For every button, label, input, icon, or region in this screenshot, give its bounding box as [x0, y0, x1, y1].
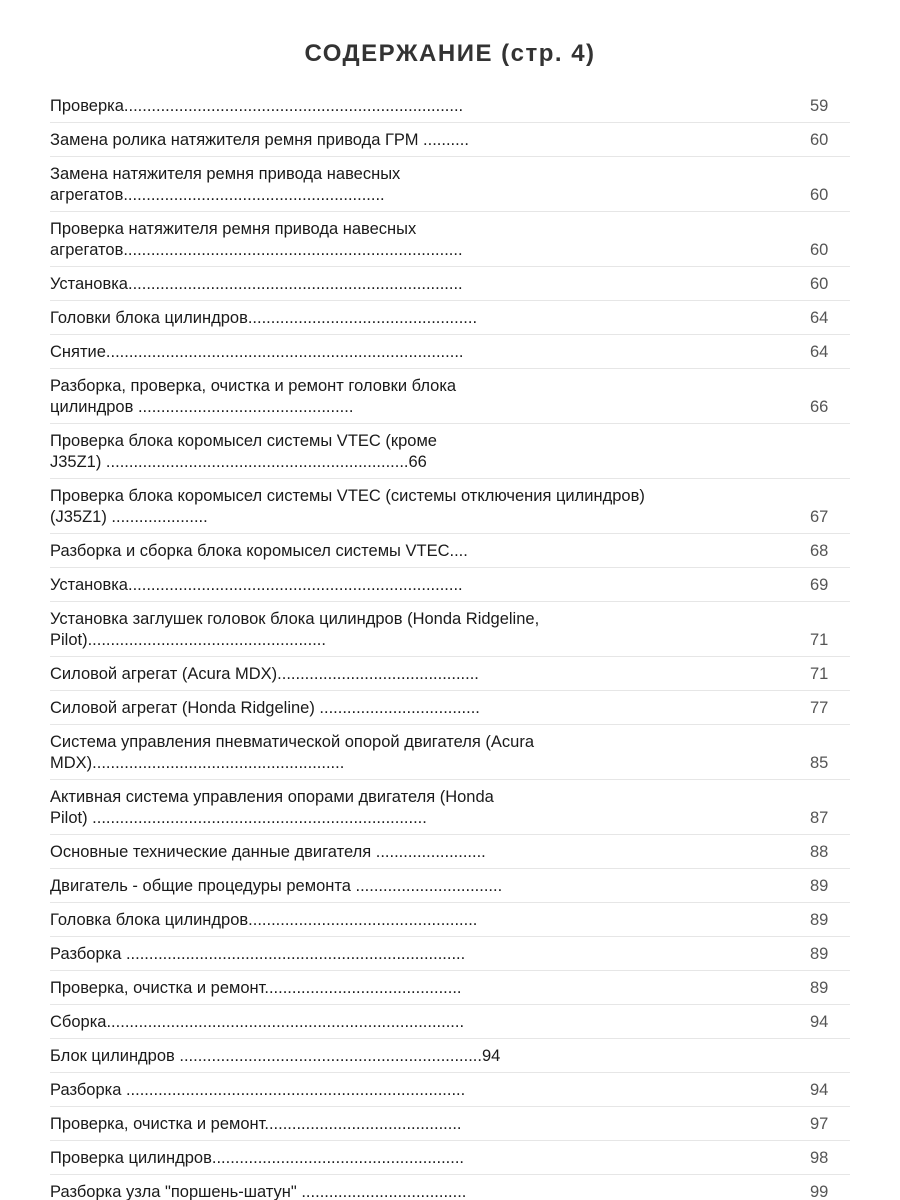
- toc-entry-page-number: 68: [810, 542, 829, 560]
- toc-entry[interactable]: [50, 1005, 850, 1039]
- toc-entry-title: Проверка, очистка и ремонт...........................................: [50, 1115, 462, 1133]
- toc-entry-title: Силовой агрегат (Acura MDX)............................................: [50, 665, 479, 683]
- toc-entry-page-number: 66: [810, 398, 829, 416]
- toc-entry[interactable]: [50, 212, 850, 267]
- page-title: СОДЕРЖАНИЕ (стр. 4): [304, 40, 596, 67]
- toc-entry[interactable]: [50, 424, 850, 479]
- toc-entry-title: Активная система управления опорами двигателя (Honda Pilot) .........................................................................: [50, 788, 494, 827]
- toc-entry[interactable]: [50, 903, 850, 937]
- toc-entry[interactable]: [50, 835, 850, 869]
- toc-entry[interactable]: [50, 534, 850, 568]
- toc-entry[interactable]: [50, 267, 850, 301]
- toc-entry-title: Основные технические данные двигателя ........................: [50, 843, 486, 861]
- toc-entry[interactable]: [50, 335, 850, 369]
- toc-entry-page-number: 77: [810, 699, 829, 717]
- toc-entry-title: Головки блока цилиндров..................................................: [50, 309, 478, 327]
- toc-entry[interactable]: [50, 937, 850, 971]
- toc-entry-page-number: 94: [810, 1013, 829, 1031]
- toc-entry[interactable]: [50, 123, 850, 157]
- toc-entry-title: Установка.........................................................................: [50, 576, 463, 594]
- toc-entry-page-number: 64: [810, 309, 829, 327]
- toc-entry-title: Проверка блока коромысел системы VTEC (кроме J35Z1) ..................................................................66: [50, 432, 437, 471]
- toc-entry-title: Установка заглушек головок блока цилиндров (Honda Ridgeline, Pilot)....................................................: [50, 610, 540, 649]
- toc-entry-page-number: 60: [810, 186, 829, 204]
- toc-entry[interactable]: [50, 780, 850, 835]
- toc-entry-title: Замена натяжителя ремня привода навесных агрегатов.........................................................: [50, 165, 401, 204]
- toc-entry[interactable]: [50, 725, 850, 780]
- toc-entry[interactable]: [50, 869, 850, 903]
- toc-entry-page-number: 87: [810, 809, 829, 827]
- toc-entry-page-number: 64: [810, 343, 829, 361]
- toc-entry-page-number: 71: [810, 631, 829, 649]
- toc-entry-page-number: 69: [810, 576, 829, 594]
- toc-entry-page-number: 60: [810, 131, 829, 149]
- toc-entry-title: Блок цилиндров ..................................................................94: [50, 1047, 501, 1065]
- toc-entry[interactable]: [50, 1073, 850, 1107]
- toc-entry-title: Проверка блока коромысел системы VTEC (системы отключения цилиндров) (J35Z1) .....................: [50, 487, 645, 526]
- toc-entry-page-number: 97: [810, 1115, 829, 1133]
- toc-entry-page-number: 88: [810, 843, 829, 861]
- toc-entry-title: Разборка, проверка, очистка и ремонт головки блока цилиндров ...............................................: [50, 377, 457, 416]
- toc-entry-title: Проверка натяжителя ремня привода навесных агрегатов..........................................................................: [50, 220, 463, 259]
- toc-entry-page-number: 59: [810, 97, 829, 115]
- toc-entry-page-number: 67: [810, 508, 829, 526]
- toc-entry[interactable]: [50, 657, 850, 691]
- toc-entry-title: Установка.........................................................................: [50, 275, 463, 293]
- toc-entry-title: Проверка..........................................................................: [50, 97, 464, 115]
- toc-entry-title: Головка блока цилиндров..................................................: [50, 911, 478, 929]
- toc-entry-title: Система управления пневматической опорой двигателя (Acura MDX).......................................................: [50, 733, 535, 772]
- toc-entry-page-number: 89: [810, 945, 829, 963]
- toc-entry-title: Разборка и сборка блока коромысел системы VTEC....: [50, 542, 468, 560]
- toc-entry-page-number: 89: [810, 877, 829, 895]
- toc-entry[interactable]: [50, 602, 850, 657]
- toc-entry[interactable]: [50, 568, 850, 602]
- toc-entry-page-number: 60: [810, 241, 829, 259]
- toc-entry-title: Проверка цилиндров.......................................................: [50, 1149, 464, 1167]
- toc-entry-page-number: 71: [810, 665, 829, 683]
- toc-entry-title: Разборка ..........................................................................: [50, 945, 466, 963]
- table-of-contents: [0, 89, 900, 1200]
- toc-entry-page-number: 60: [810, 275, 829, 293]
- toc-entry[interactable]: [50, 971, 850, 1005]
- toc-entry-page-number: 98: [810, 1149, 829, 1167]
- toc-entry[interactable]: [50, 1175, 850, 1200]
- toc-entry-page-number: 89: [810, 911, 829, 929]
- toc-entry[interactable]: [50, 157, 850, 212]
- toc-entry[interactable]: [50, 369, 850, 424]
- toc-entry[interactable]: [50, 89, 850, 123]
- toc-entry-title: Снятие..............................................................................: [50, 343, 464, 361]
- toc-entry-title: Двигатель - общие процедуры ремонта ................................: [50, 877, 503, 895]
- toc-entry-page-number: 85: [810, 754, 829, 772]
- toc-entry-page-number: 89: [810, 979, 829, 997]
- toc-entry-title: Разборка узла "поршень-шатун" ....................................: [50, 1183, 467, 1200]
- toc-entry[interactable]: [50, 301, 850, 335]
- toc-entry[interactable]: [50, 1039, 850, 1073]
- toc-entry[interactable]: [50, 691, 850, 725]
- toc-entry-title: Сборка..............................................................................: [50, 1013, 465, 1031]
- toc-entry-page-number: 99: [810, 1183, 829, 1200]
- toc-entry-title: Замена ролика натяжителя ремня привода ГРМ ..........: [50, 131, 469, 149]
- toc-entry-title: Силовой агрегат (Honda Ridgeline) ...................................: [50, 699, 480, 717]
- toc-entry[interactable]: [50, 1141, 850, 1175]
- toc-entry[interactable]: [50, 479, 850, 534]
- toc-entry-title: Проверка, очистка и ремонт...........................................: [50, 979, 462, 997]
- toc-entry-title: Разборка ..........................................................................: [50, 1081, 466, 1099]
- toc-entry[interactable]: [50, 1107, 850, 1141]
- toc-entry-page-number: 94: [810, 1081, 829, 1099]
